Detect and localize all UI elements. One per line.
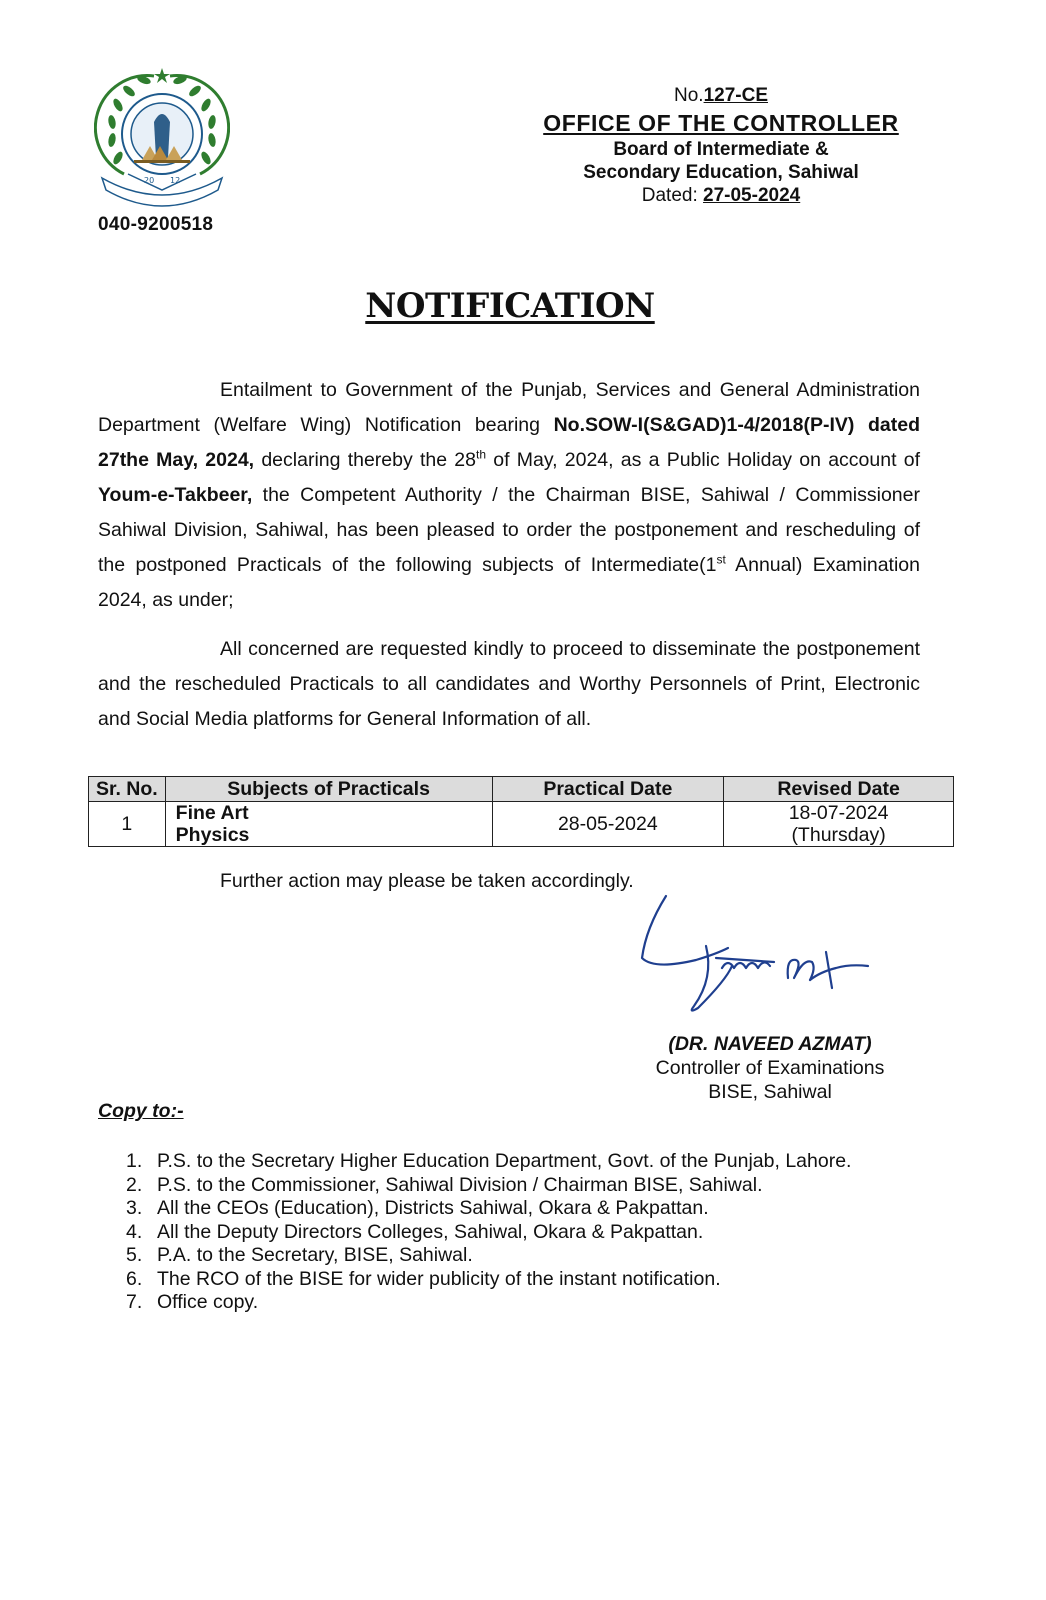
copy-to-heading: Copy to:- <box>98 1100 184 1122</box>
office-title: OFFICE OF THE CONTROLLER <box>543 110 899 136</box>
list-item <box>126 1221 851 1245</box>
col-sr-no: Sr. No. <box>89 777 166 802</box>
p1-text-4: the Competent Authority / the Chairman BISE, Sahiwal / Commissioner Sahiwal Division, Sahiwal, has been pleased to order the postponement and rescheduling of the postponed Practicals of the following subjects of Intermediate(1 <box>98 484 920 576</box>
list-item-text: Office copy. <box>157 1291 259 1313</box>
ref-value: 127-CE <box>703 85 768 106</box>
reference-number <box>520 84 922 108</box>
dated <box>520 184 922 207</box>
list-item-text: All the CEOs (Education), Districts Sahiwal, Okara & Pakpattan. <box>157 1197 709 1219</box>
list-item-number: 3. <box>126 1197 143 1219</box>
copy-to-list <box>126 1150 851 1315</box>
table-header-row <box>89 777 954 802</box>
ref-prefix: No. <box>674 85 704 106</box>
list-item-text: All the Deputy Directors Colleges, Sahiwal, Okara & Pakpattan. <box>157 1220 704 1243</box>
board-line-2: Secondary Education, Sahiwal <box>583 162 859 183</box>
board-line-1: Board of Intermediate & <box>613 139 829 160</box>
list-item-number: 2. <box>126 1173 143 1196</box>
p1-notification-ref: No.SOW-I(S&GAD)1-4/2018(P-IV) dated 27the May, 2024, <box>98 414 920 471</box>
list-item <box>126 1174 851 1198</box>
list-item-text: P.A. to the Secretary, BISE, Sahiwal. <box>157 1244 473 1266</box>
cell-subjects <box>165 802 492 847</box>
logo-year-right: 12 <box>170 176 181 185</box>
list-item <box>126 1291 851 1315</box>
list-item <box>126 1268 851 1292</box>
list-item <box>126 1244 851 1268</box>
logo-year-left: 20 <box>144 176 155 185</box>
subject-1: Fine Art <box>175 802 249 824</box>
dated-value: 27-05-2024 <box>703 185 801 206</box>
dated-label: Dated: <box>641 185 698 206</box>
list-item-text: P.S. to the Commissioner, Sahiwal Division / Chairman BISE, Sahiwal. <box>157 1173 763 1196</box>
signatory-block <box>630 1032 910 1104</box>
col-subjects: Subjects of Practicals <box>165 777 492 802</box>
list-item-number: 1. <box>126 1150 143 1172</box>
list-item <box>126 1150 851 1174</box>
list-item <box>126 1197 851 1221</box>
signatory-name: (DR. NAVEED AZMAT) <box>668 1033 872 1055</box>
col-revised-date: Revised Date <box>724 777 954 802</box>
p1-text-1: Entailment to Government of the Punjab, Services and General Administration Department (Welfare Wing) Notification bearing <box>98 379 920 436</box>
paragraph-1 <box>98 373 920 618</box>
handwritten-signature-icon <box>636 888 876 1026</box>
practicals-table <box>88 776 954 847</box>
list-item-number: 5. <box>126 1244 143 1266</box>
list-item-number: 7. <box>126 1291 143 1313</box>
cell-practical-date: 28-05-2024 <box>492 802 724 847</box>
p1-occasion: Youm-e-Takbeer, <box>98 484 253 506</box>
p1-sup-2: st <box>716 552 726 567</box>
phone-number: 040-9200518 <box>98 214 214 235</box>
cell-sr-no: 1 <box>89 802 166 847</box>
further-action-text: Further action may please be taken accordingly. <box>220 870 634 892</box>
revised-date: 18-07-2024 <box>788 802 889 824</box>
col-practical-date: Practical Date <box>492 777 724 802</box>
p1-sup-1: th <box>476 447 487 462</box>
table-row <box>89 802 954 847</box>
list-item-number: 6. <box>126 1267 143 1290</box>
cell-revised-date <box>724 802 954 847</box>
revised-day: (Thursday) <box>791 824 886 846</box>
subject-2: Physics <box>175 824 250 846</box>
list-item-text: P.S. to the Secretary Higher Education Department, Govt. of the Punjab, Lahore. <box>157 1150 852 1172</box>
list-item-number: 4. <box>126 1220 143 1243</box>
page-title: NOTIFICATION <box>365 286 655 326</box>
signatory-office: BISE, Sahiwal <box>708 1081 832 1103</box>
p1-text-3: of May, 2024, as a Public Holiday on account of <box>486 449 920 471</box>
letterhead <box>520 84 922 207</box>
bise-sahiwal-emblem-icon <box>94 62 230 212</box>
paragraph-2: All concerned are requested kindly to proceed to disseminate the postponement and the rescheduled Practicals to all candidates and Worthy Personnels of Print, Electronic and Social Media platforms for General Information of all. <box>98 638 920 730</box>
p1-text-5: Annual) Examination 2024, as under; <box>98 554 920 611</box>
list-item-text: The RCO of the BISE for wider publicity of the instant notification. <box>157 1267 721 1290</box>
p1-text-2: declaring thereby the 28 <box>254 449 476 471</box>
signatory-designation: Controller of Examinations <box>655 1057 885 1079</box>
